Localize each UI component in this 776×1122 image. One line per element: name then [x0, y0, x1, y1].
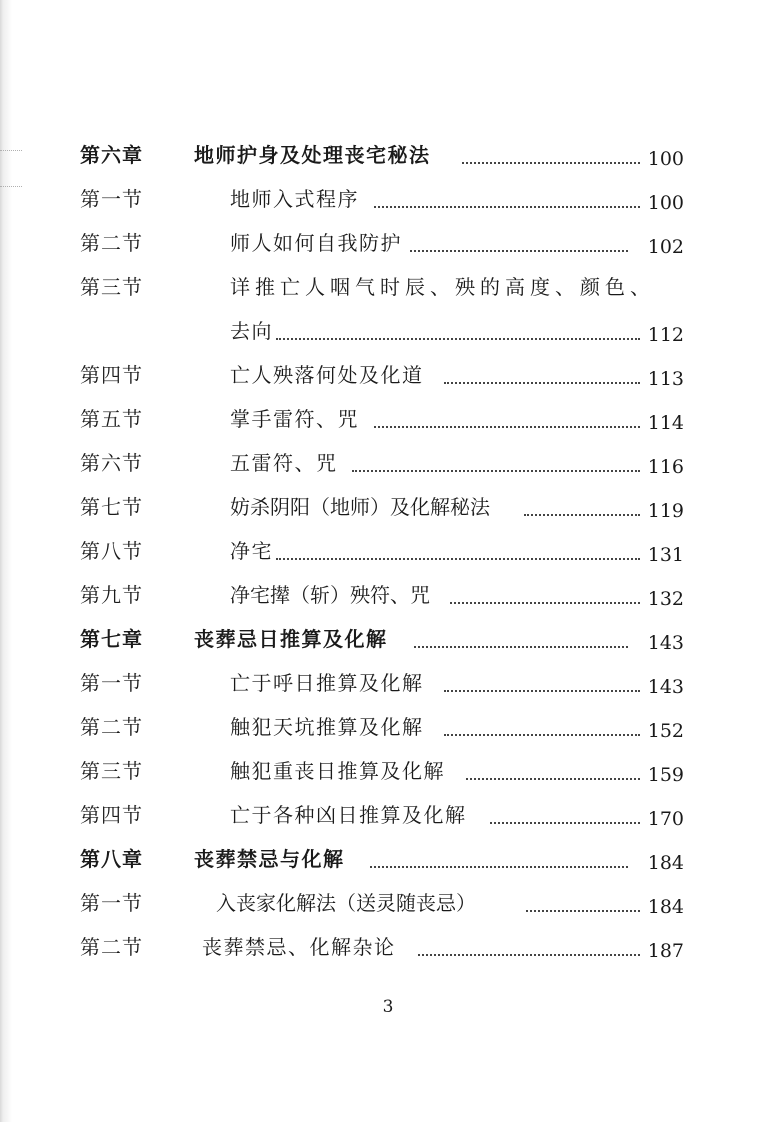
toc-page-number: 143	[647, 676, 684, 698]
toc-title: 丧葬禁忌、化解杂论	[202, 935, 396, 959]
toc-label: 第一节	[80, 671, 143, 695]
dot-leader	[276, 338, 640, 340]
dot-leader	[466, 778, 640, 780]
toc-label: 第二节	[80, 231, 143, 255]
dot-leader	[490, 822, 640, 824]
toc-page-number: 131	[647, 544, 684, 566]
toc-page-number: 116	[647, 456, 684, 478]
toc-label: 第七章	[80, 627, 143, 651]
toc-page-number: 100	[647, 192, 684, 214]
toc-section[interactable]	[0, 184, 776, 224]
toc-page-number: 132	[647, 588, 684, 610]
toc-section[interactable]	[0, 756, 776, 796]
toc-section-continuation[interactable]	[0, 316, 776, 356]
toc-page-number: 184	[647, 852, 684, 874]
dot-leader	[526, 910, 640, 912]
toc-page-number: 114	[647, 412, 684, 434]
toc-page-number: 143	[647, 632, 684, 654]
toc-label: 第九节	[80, 583, 143, 607]
dot-leader	[414, 646, 628, 648]
toc-section[interactable]	[0, 888, 776, 928]
toc-page-number: 170	[647, 808, 684, 830]
toc-label: 第二节	[80, 935, 143, 959]
toc-title: 丧葬禁忌与化解	[194, 847, 345, 871]
toc-label: 第三节	[80, 759, 143, 783]
toc-label: 第六节	[80, 451, 143, 475]
toc-label: 第一节	[80, 891, 143, 915]
toc-title: 丧葬忌日推算及化解	[194, 627, 388, 651]
dot-leader	[374, 426, 640, 428]
toc-title: 亡人殃落何处及化道	[230, 363, 424, 387]
toc-label: 第一节	[80, 187, 143, 211]
toc-chapter-8[interactable]	[0, 844, 776, 884]
toc-title: 师人如何自我防护	[230, 231, 402, 255]
toc-page-number: 159	[647, 764, 684, 786]
toc-title-continuation: 去向	[230, 319, 273, 343]
toc-title: 亡于各种凶日推算及化解	[230, 803, 467, 827]
toc-label: 第四节	[80, 803, 143, 827]
toc-label: 第八章	[80, 847, 143, 871]
page-number: 3	[382, 997, 394, 1017]
toc-label: 第七节	[80, 495, 143, 519]
dot-leader	[524, 514, 640, 516]
toc-title: 地师入式程序	[230, 187, 359, 211]
toc-title: 详推亡人咽气时辰、殃的高度、颜色、	[230, 275, 655, 299]
toc-title: 掌手雷符、咒	[230, 407, 359, 431]
toc-section[interactable]	[0, 492, 776, 532]
dot-leader	[276, 558, 640, 560]
toc-label: 第五节	[80, 407, 143, 431]
toc-title: 五雷符、咒	[230, 451, 338, 475]
toc-page-number: 100	[647, 148, 684, 170]
toc-title: 净宅	[230, 539, 273, 563]
toc-title: 地师护身及处理丧宅秘法	[194, 143, 431, 167]
toc-title: 净宅撵（斩）殃符、咒	[230, 583, 430, 607]
toc-label: 第四节	[80, 363, 143, 387]
dot-leader	[374, 206, 640, 208]
toc-page-number: 112	[647, 324, 684, 346]
dot-leader	[444, 382, 640, 384]
dot-leader	[410, 250, 628, 252]
dot-leader	[450, 602, 640, 604]
toc-page-number: 152	[647, 720, 684, 742]
toc-section[interactable]	[0, 580, 776, 620]
toc-section[interactable]	[0, 668, 776, 708]
toc-title: 入丧家化解法（送灵随丧忌）	[216, 891, 476, 915]
toc-section[interactable]	[0, 536, 776, 576]
toc-label: 第三节	[80, 275, 143, 299]
dot-leader	[370, 866, 628, 868]
toc-page-number: 119	[647, 500, 684, 522]
toc-section[interactable]	[0, 448, 776, 488]
toc-label: 第二节	[80, 715, 143, 739]
toc-section[interactable]	[0, 360, 776, 400]
toc-section[interactable]	[0, 712, 776, 752]
toc-section[interactable]	[0, 272, 776, 312]
toc-section[interactable]	[0, 228, 776, 268]
dot-leader	[444, 690, 640, 692]
toc-page-number: 113	[647, 368, 684, 390]
toc-page-number: 102	[647, 236, 684, 258]
toc-chapter-6[interactable]	[0, 140, 776, 180]
dot-leader	[418, 954, 640, 956]
toc-title: 亡于呼日推算及化解	[230, 671, 424, 695]
dot-leader	[462, 162, 640, 164]
toc-section[interactable]	[0, 932, 776, 972]
toc-section[interactable]	[0, 800, 776, 840]
toc-chapter-7[interactable]	[0, 624, 776, 664]
toc-title: 妨杀阴阳（地师）及化解秘法	[230, 495, 490, 519]
toc-page-number: 184	[647, 896, 684, 918]
toc-label: 第八节	[80, 539, 143, 563]
toc-section[interactable]	[0, 404, 776, 444]
toc-title: 触犯重丧日推算及化解	[230, 759, 445, 783]
dot-leader	[444, 734, 640, 736]
toc-title: 触犯天坑推算及化解	[230, 715, 424, 739]
toc-page-number: 187	[647, 940, 684, 962]
toc-label: 第六章	[80, 143, 143, 167]
dot-leader	[352, 470, 640, 472]
